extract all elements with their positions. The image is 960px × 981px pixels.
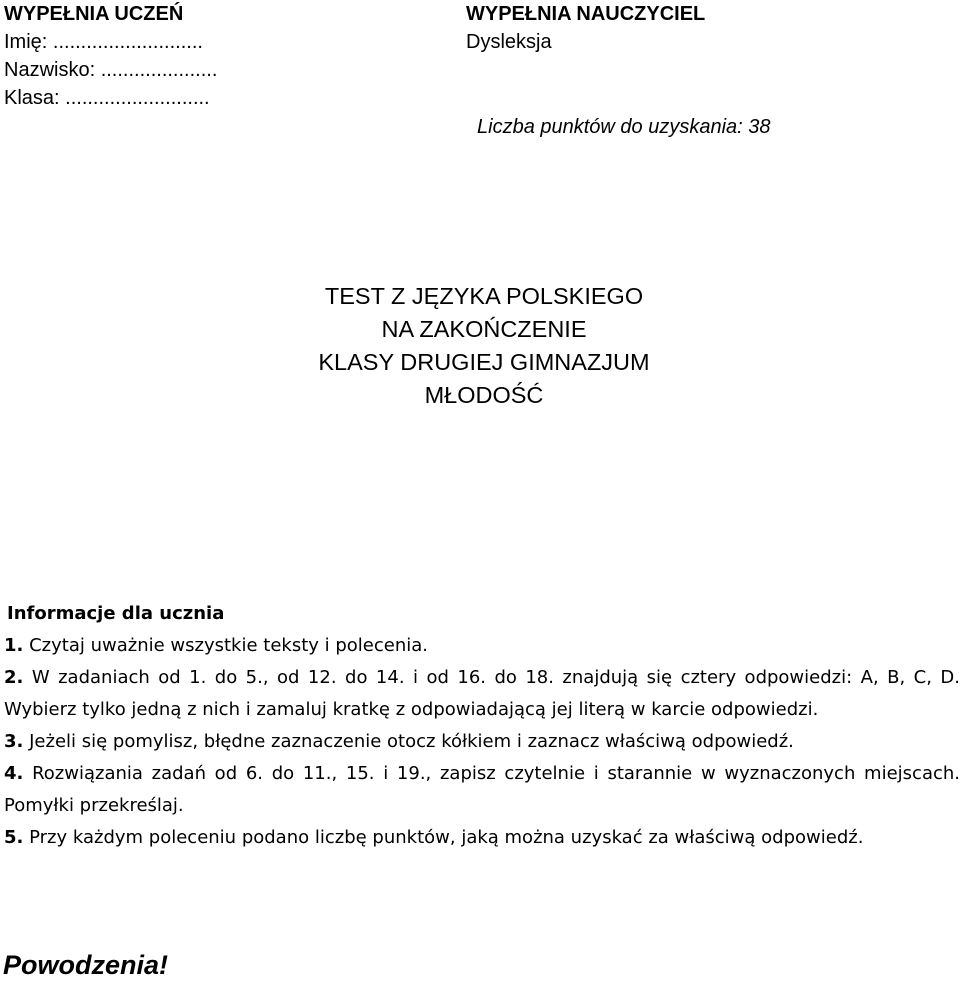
title-line-1: TEST Z JĘZYKA POLSKIEGO (324, 283, 644, 309)
instruction-item (4, 726, 960, 758)
instruction-number: 3. (4, 731, 24, 752)
instruction-text: W zadaniach od 1. do 5., od 12. do 14. i od 16. do 18. znajdują się cztery odpowiedzi: A, B, C, D. Wybierz tylko jedną z nich i zamaluj kratkę z odpowiadającą jej literą w karcie odpowiedzi. (4, 667, 960, 720)
surname-field: Nazwisko: ..................... (4, 59, 218, 81)
title-line-3: KLASY DRUGIEJ GIMNAZJUM (318, 349, 650, 375)
student-heading: WYPEŁNIA UCZEŃ (4, 3, 184, 25)
test-title (0, 280, 960, 412)
good-luck-message: Powodzenia! (3, 950, 169, 980)
instruction-number: 4. (4, 763, 24, 784)
instruction-text: Przy każdym poleceniu podano liczbę punktów, jaką można uzyskać za właściwą odpowiedź. (29, 827, 864, 848)
instruction-item (4, 662, 960, 726)
instruction-item (4, 822, 960, 854)
teacher-heading: WYPEŁNIA NAUCZYCIEL (466, 3, 706, 25)
class-field: Klasa: .......................... (4, 87, 210, 109)
instruction-text: Czytaj uważnie wszystkie teksty i polecenia. (29, 635, 428, 656)
max-points: Liczba punktów do uzyskania: 38 (477, 116, 771, 138)
title-line-2: NA ZAKOŃCZENIE (381, 316, 587, 342)
name-field: Imię: ........................... (4, 31, 203, 53)
instruction-number: 5. (4, 827, 24, 848)
instruction-number: 2. (4, 667, 24, 688)
instruction-text: Rozwiązania zadań od 6. do 11., 15. i 19., zapisz czytelnie i starannie w wyznaczonych miejscach. Pomyłki przekreślaj. (4, 763, 960, 816)
instruction-item (4, 758, 960, 822)
instructions-heading: Informacje dla ucznia (7, 603, 225, 624)
student-section (4, 0, 217, 112)
dyslexia-label: Dysleksja (466, 31, 552, 53)
instruction-item (4, 630, 960, 662)
instruction-text: Jeżeli się pomylisz, błędne zaznaczenie otocz kółkiem i zaznacz właściwą odpowiedź. (29, 731, 794, 752)
teacher-section (466, 0, 705, 56)
title-subtitle: MŁODOŚĆ (424, 382, 544, 408)
instructions (4, 598, 960, 854)
instruction-number: 1. (4, 635, 24, 656)
